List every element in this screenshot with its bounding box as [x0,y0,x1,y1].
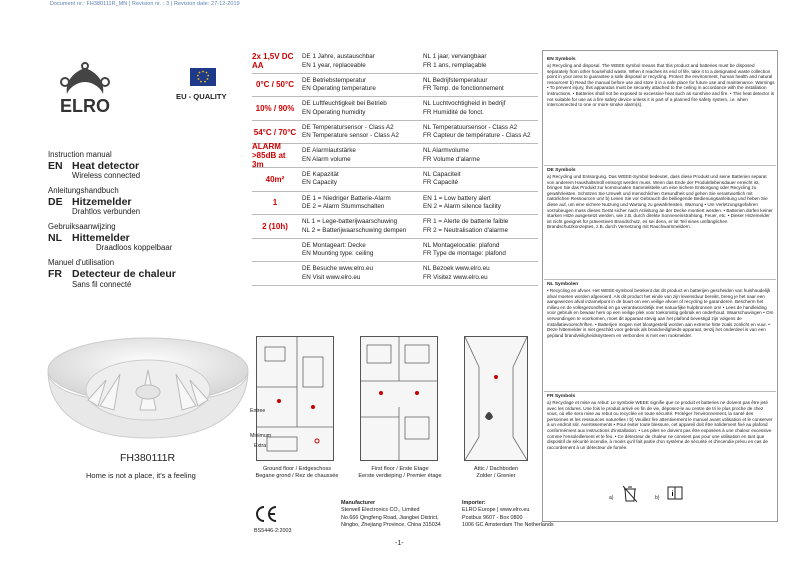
manufacturer-line: Ningbo, Zhejiang Province, China 315034 [341,521,441,528]
plan-label: Begane grond / Rez de chaussée [255,473,339,480]
spec-text-de: DE Alarmlautstärke [302,147,356,155]
manual-item-nl [48,223,258,252]
spec-text-en: EN Operating humidity [302,108,366,116]
manual-desc: Drahtlos verbunden [72,207,141,217]
manual-desc: Sans fil connecté [72,279,132,289]
spec-row [252,144,538,168]
spec-row [252,215,538,239]
heat-detector-image [40,310,255,450]
spec-row [252,168,538,192]
section-heading: DE Symbols [547,168,576,173]
spec-text-nl: NL Luchtvochtigheid in bedrijf [423,100,506,108]
manual-desc: Wireless connected [72,171,141,181]
importer-line: 1006 GC Amsterdam The Netherlands [462,521,554,528]
spec-icon: 0°C / 50°C [256,80,294,90]
legend-minimum: Minimum [250,433,272,439]
tagline: Home is not a place, it's a feeling [86,471,196,480]
spec-row [252,192,538,216]
spec-text-en: DE 2 = Alarm Stummschalten [302,203,385,211]
spec-icon: 54°C / 70°C [253,127,297,137]
manual-heading: Hittemelder [72,231,130,244]
section-text: a) Recycling und Entsorgung. Das WEEE-Symbol bedeutet, dass diese Produkt und seine Batterien separat von anderem Haushaltsmüll entsorgt werden muss. Wenn das Ende der Produktlebensdauer erreicht ist, bringen Sie das Produkt zur kommunalen Sammelstelle um eine sichere Entsorgung oder Recycling zu gewährleisten. Schützen Sie Umwelt und menschlichen Gesundheit und gehen Sie verantwortlich mit natürlichen Ressourcen um! b) Lesen Sie vor Gebrauch die beiliegende Bedienungsanleitung und heben Sie diese auf, um eine sichere Nutzung und Wartung zu gewährleisten. Warnung • Um Verletzungsgefahren vorzubeugen muss dieses Gerät sicher nach Anleitung an der Decke montiert werden. • Batterien dürfen keiner starken Hitze ausgesetzt werden, wie z.B. durch direkte Sonneneinstrahlung, Feuer, etc. • Dieser Hitzemelder ist nicht geeignet für präventiven Brandschutz, es sei denn, er ist Teil eines umfänglichen Brandschutzkonzeptes, z.B. durch Vernetzung mit Rauchwarnmeldern. [547,173,773,230]
spec-text-fr: FR 1 ans, remplaçable [423,61,487,69]
plan-label: First floor / Erste Etage [371,466,429,472]
spec-text-de: DE 1 Jahre, austauschbar [302,53,375,60]
spec-text-nl: NL Temperatuursensor - Class A2 [423,123,518,131]
importer-title: Importer: [462,500,486,506]
spec-text-en: EN Capacity [302,179,337,187]
symbols-nl [547,282,775,338]
elro-logo [45,62,125,122]
symbol-a-label: a) [609,495,614,501]
spec-icon: 2 (10h) [262,221,288,231]
spec-icon: 1 [272,198,278,208]
spec-text-nl: NL 1 jaar, vervangbaar [423,53,487,60]
manual-item-fr [48,259,258,288]
spec-text-fr: FR Visitez www.elro.eu [423,273,488,281]
spec-text-fr: FR 2 = Neutralisation d'alarme [423,226,509,234]
section-text: • Recycling en afvoer. Het WEEE-symbool betekent dat dit product en batterijen gescheiden van huishoudelijk afval moeten worden afgevoerd. Als dit product het einde van zijn levensduur bereikt, breng je het naar een aangewezen afval inzamelpunt in de buurt om een veilige afvoer of recycling te garanderen. Bescherm het milieu en de volksgezondheid en ga verantwoordelijk met natuurlijke hulpbronnen om! • Lees de handleiding voor gebruik en bewaar hem op een veilige plek voor toekomstig gebruik en onderhoud. Waarschuwingen • Om verwondingen te voorkomen, moet dit apparaat stevig aan het plafond bevestigd zijn volgens de installatievoorschriften. • Batterijen mogen niet blootgesteld worden aan extreme hitte zoals zonlicht en vuur. • Deze hittemelder is niet geschikt voor gebruik als brandveiligheids-apparaat, tenzij het onderdeel is van een gepland brandveiligheidssysteem en verbonden is met een rookmelder. [547,287,774,338]
manual-desc: Draadloos koppelbaar [96,243,173,253]
spec-row [252,97,538,121]
manual-sub: Gebruiksaanwijzing [48,222,116,232]
spec-text-nl: NL Bezoek www.elro.eu [423,265,490,273]
manufacturer-title: Manufacturer [341,500,376,506]
document-header: Document nr.: FH380111R_MN | Revision nr. : 3 | Revision date: 27-12-2019 [50,1,240,7]
spec-row [252,121,538,145]
read-manual-icon [667,485,683,501]
spec-icon: 2x 1,5V DC AA [252,52,294,71]
spec-text-en: NL 2 = Batterijwaarschuwing dempen [302,226,407,234]
lang-code: DE [48,195,63,208]
spec-text-fr: FR Type de montage: plafond [423,250,506,258]
spec-text-nl: NL Alarmvolume [423,147,469,155]
spec-text-en: EN Operating temperature [302,85,376,93]
spec-text-en: EN Temperature sensor - Class A2 [302,132,399,140]
spec-text-nl: NL Bedrijfstemperatuur [423,76,488,84]
symbols-de [547,168,775,230]
manual-item-en [48,151,258,180]
spec-text-en: EN Mounting type: ceiling [302,250,374,258]
spec-text-nl: NL Montagelocatie: plafond [423,241,500,249]
spec-text-de: DE Betriebstemperatur [302,76,367,84]
plan-label: Eerste verdieping / Premier étage [358,473,442,480]
ground-floor-plan [256,336,334,461]
spec-text-fr: FR Capteur de température - Class A2 [423,132,531,140]
manufacturer-block [341,500,441,529]
spec-text-nl: EN 1 = Low battery alert [423,194,491,202]
spec-row [252,239,538,263]
page-number: -1- [395,540,404,547]
spec-text-fr: FR Humidité de fonct. [423,108,484,116]
model-number: FH380111R [120,452,176,464]
legend-entree: Entree [250,408,266,414]
section-heading: EN Symbols [547,57,576,62]
first-floor-plan [360,336,438,461]
manual-heading: Detecteur de chaleur [72,268,176,281]
spec-row [252,262,538,286]
logo-text: ELRO [59,96,111,116]
importer-line: ELRO Europe | www.elro.eu [462,507,530,514]
spec-text-en: EN Visit www.elro.eu [302,273,361,281]
eu-flag-icon [190,68,216,86]
attic-plan [464,336,528,461]
spec-text-nl: FR 1 = Alerte de batterie faible [423,218,509,226]
spec-row [252,50,538,74]
spec-text-de: DE Luftfeuchtigkeit bei Betrieb [302,100,387,108]
spec-text-de: DE Besuche www.elro.eu [302,265,374,273]
spec-icon [252,262,298,285]
manual-item-de [48,187,258,216]
plan-label: Zolder / Grenier [476,473,516,480]
lang-code: NL [48,231,62,244]
legend-extra: Extra [254,443,267,449]
manual-sub: Manuel d'utilisation [48,258,115,268]
symbol-b-label: b) [655,495,660,501]
spec-text-de: NL 1 = Lege-batterijwaarschuwing [302,218,398,226]
spec-icon: 40m² [265,174,285,184]
manual-heading: Heat detector [72,159,140,172]
importer-block [462,500,554,529]
symbols-warnings-panel [542,50,778,522]
spec-row [252,74,538,98]
ce-mark-icon [254,505,280,523]
plan-label: Attic / Dachboden [473,466,519,472]
symbols-fr [547,394,775,450]
plan-label: Ground floor / Erdgeschoss [262,466,332,472]
spec-text-de: DE Kapazität [302,170,339,178]
spec-icon: 10% / 90% [255,103,295,113]
section-text: a) Recycling and disposal. The WEEE symbol means that this product and batteries must be disposed separately from other household waste. When it reaches its end of life, take it to a designated waste collection point in your area to guarantee a safe disposal or recycling. Protect the environment, human health and natural resources! b) Read the manual before use and store it in a safe place for future use and maintenance. Warnings • To prevent injury, this apparatus must be securely attached to the ceiling in accordance with the installation instructions. • Batteries shall not be exposed to excessive heat such as sunshine and fire. • This heat detector is not suitable for use as a fire safety device unless it is part of a planned fire safety system, i.e. when interconnected to one or more smoke alarm(s). [547,62,775,108]
spec-text-en: EN Alarm volume [302,155,351,163]
lang-code: FR [48,268,62,281]
spec-icon: ALARM >85dB at 3m [252,142,286,170]
section-heading: NL Symbolen [547,282,579,287]
weee-bin-icon [623,485,637,503]
spec-text-fr: FR Temp. de fonctionnement [423,85,504,93]
manufacturer-line: No.666 Qingfeng Road, Jiangbei District, [341,514,439,521]
manual-heading: Hitzemelder [72,195,132,208]
importer-line: Postbus 9607 - Box 0800 [462,514,523,521]
spec-icon [252,239,298,262]
spec-table [252,50,538,286]
section-text: a) Recyclage et mise au rebut: Le symbole WEEE signifie que ce produit et batteries ne doivent pas être jeté avec les ordures. Une fois le produit arrivé en fin de vie, déposez-le au centre de tri le plus proche de chez vous, où elle sera mise au rebut ou recyclée en toute sécurité. Protéger l'environnement, la santé des personnes et les ressources naturelles ! b) Veuillez lire attentivement le manuel avant utilisation et le conserver à un endroit sûr. Avertissements • Pour éviter toute blessure, cet appareil doit être solidement fixé au plafond conformément aux instructions d'installation. • Les piles ne doivent pas être exposées à une chaleur excessive comme l'ensoleillement et le feu. • Ce détecteur de chaleur ne convient pas pour une utilisation en tant que dispositif de sécurité incendie, à moins qu'il fait partie d'un système de sécurité et d'incendie prévu en cas de raccordement à un détecteur de fumée. [547,399,773,450]
spec-text-fr: EN 2 = Alarm silence facility [423,203,501,211]
lang-code: EN [48,159,63,172]
manual-sub: Anleitungshandbuch [48,186,119,196]
eu-quality-label: EU - QUALITY [176,92,227,101]
spec-text-nl: NL Capaciteit [423,170,461,178]
manual-language-list [48,148,258,288]
floor-plans [250,336,538,496]
spec-text-de: DE Temperatursensor - Class A2 [302,123,394,131]
section-heading: FR Symbols [547,394,576,399]
standard-label: BS5446-2:2003 [254,528,292,534]
manufacturer-line: Sterwell Electronics CO., Limited [341,507,420,514]
symbols-en [547,57,775,108]
manual-sub: Instruction manual [48,150,112,159]
spec-text-de: DE Montageart: Decke [302,241,366,249]
spec-text-fr: FR Volume d'alarme [423,155,480,163]
spec-text-de: DE 1 = Niedriger Batterie-Alarm [302,194,391,202]
spec-text-fr: FR Capacité [423,179,458,187]
svg-text:i: i [671,491,674,498]
spec-text-en: EN 1 year, replaceable [302,61,366,69]
